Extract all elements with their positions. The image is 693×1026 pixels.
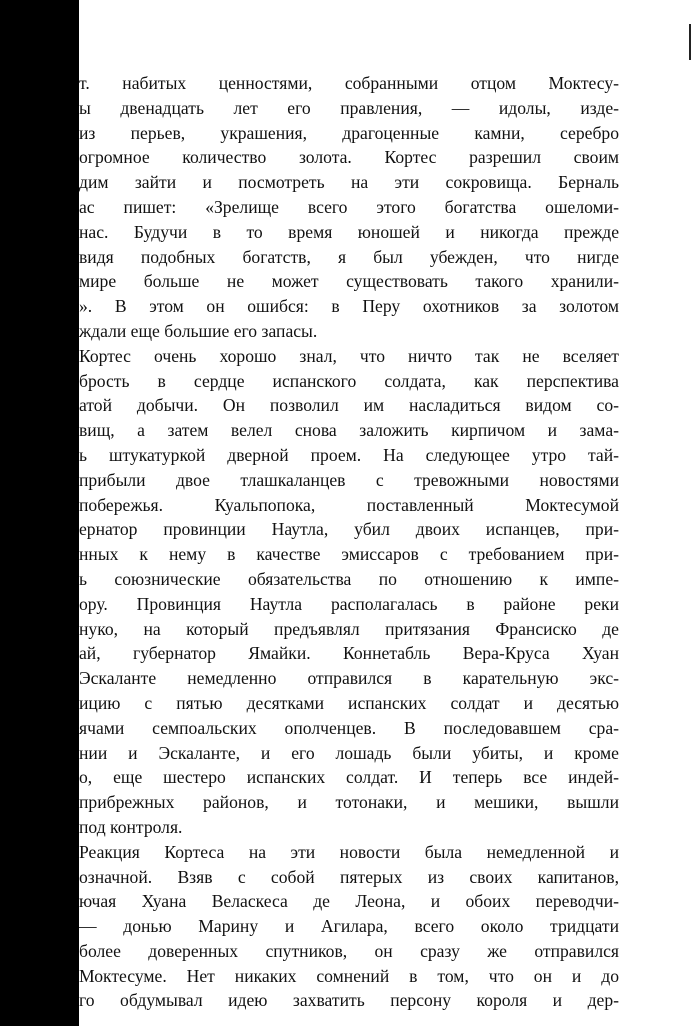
text-line: Моктесуме. Нет никаких сомнений в том, что он и до — [79, 965, 619, 986]
text-line: ячами семпоальских ополченцев. В последовавшем сра- — [79, 717, 619, 738]
text-line: о, еще шестеро испанских солдат. И теперь все индей- — [79, 767, 619, 788]
text-line: под контроля. — [79, 816, 183, 837]
text-line: мире больше не может существовать такого хранили- — [79, 271, 619, 292]
text-line: нуко, на который предъявлял притязания Франсиско де — [79, 618, 619, 639]
text-line: ючая Хуана Веласкеса де Леона, и обоих переводчи- — [79, 891, 619, 912]
text-line: брость в сердце испанского солдата, как перспектива — [79, 370, 619, 391]
text-line: вищ, а затем велел снова заложить кирпичом и зама- — [79, 420, 619, 441]
text-line: ору. Провинция Наутла располагалась в районе реки — [79, 593, 619, 614]
text-line: ернатор провинции Наутла, убил двоих испанцев, при- — [79, 519, 619, 540]
body-text — [79, 71, 619, 1013]
text-line: нас. Будучи в то время юношей и никогда прежде — [79, 221, 619, 242]
text-line: нии и Эскаланте, и его лошадь были убиты, и кроме — [79, 742, 619, 763]
text-line: Эскаланте немедленно отправился в карательную экс- — [79, 668, 619, 689]
text-line: ждали еще большие его запасы. — [79, 320, 318, 341]
text-line: означной. Взяв с собой пятерых из своих капитанов, — [79, 866, 619, 887]
text-line: Кортес очень хорошо знал, что ничто так не вселяет — [79, 345, 619, 366]
text-line: — донью Марину и Агилара, всего около тридцати — [79, 916, 619, 937]
text-line: из перьев, украшения, драгоценные камни, серебро — [79, 122, 619, 143]
text-line: ь союзнические обязательства по отношению к импе- — [79, 568, 619, 589]
text-line: прибрежных районов, и тотонаки, и мешики, вышли — [79, 792, 619, 813]
text-line: ас пишет: «Зрелище всего этого богатства ошеломи- — [79, 196, 619, 217]
scan-shadow-edge — [0, 0, 79, 1026]
text-line: ай, губернатор Ямайки. Коннетабль Вера-Круса Хуан — [79, 643, 619, 664]
text-line: видя подобных богатств, я был убежден, что нигде — [79, 246, 619, 267]
text-line: огромное количество золота. Кортес разрешил своим — [79, 147, 619, 168]
text-line: т. набитых ценностями, собранными отцом Моктесу- — [79, 73, 619, 93]
text-line: побережья. Куальпопока, поставленный Моктесумой — [79, 494, 619, 515]
text-line: прибыли двое тлашкаланцев с тревожными новостями — [79, 469, 619, 490]
text-line: ицию с пятью десятками испанских солдат и десятью — [79, 692, 619, 713]
text-line: ь штукатуркой дверной проем. На следующее утро тай- — [79, 444, 619, 465]
text-line: го обдумывал идею захватить персону короля и дер- — [79, 990, 619, 1011]
scan-artifact-mark — [689, 24, 691, 60]
text-line: ы двенадцать лет его правления, — идолы, изде- — [79, 97, 619, 118]
text-line: ». В этом он ошибся: в Перу охотников за золотом — [79, 296, 619, 317]
text-line: атой добычи. Он позволил им насладиться видом со- — [79, 395, 619, 416]
text-line: более доверенных спутников, он сразу же отправился — [79, 940, 619, 961]
text-line: дим зайти и посмотреть на эти сокровища. Берналь — [79, 172, 619, 193]
text-line: Реакция Кортеса на эти новости была немедленной и — [79, 841, 619, 862]
text-line: нных к нему в качестве эмиссаров с требованием при- — [79, 544, 619, 565]
